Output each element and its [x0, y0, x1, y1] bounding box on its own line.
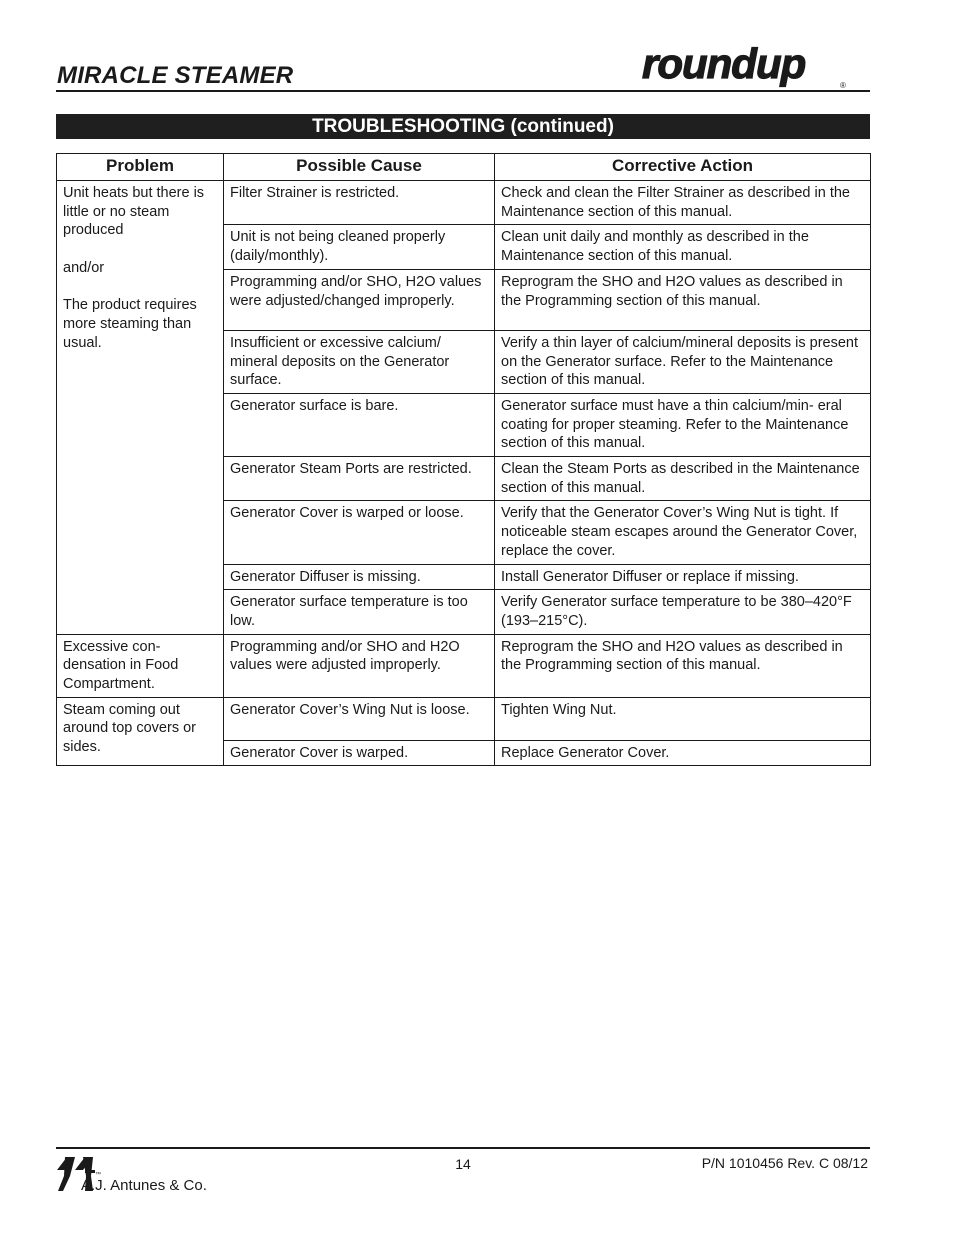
action-cell: Verify Generator surface temperature to be 380–420°F (193–215°C). — [495, 590, 871, 634]
problem-cell: Excessive con- densation in Food Compartment. — [57, 634, 224, 697]
column-header-action: Corrective Action — [495, 154, 871, 181]
page-title: MIRACLE STEAMER — [57, 62, 294, 89]
action-cell: Clean the Steam Ports as described in the Maintenance section of this manual. — [495, 457, 871, 501]
cause-cell: Generator Cover’s Wing Nut is loose. — [224, 697, 495, 740]
cause-cell: Insufficient or excessive calcium/ mineral deposits on the Generator surface. — [224, 330, 495, 393]
column-header-problem: Problem — [57, 154, 224, 181]
action-cell: Verify a thin layer of calcium/mineral deposits is present on the Generator surface. Refer to the Maintenance section of this manual. — [495, 330, 871, 393]
trademark-mark: ™ — [95, 1172, 101, 1178]
problem-cell: Unit heats but there is little or no steam produced and/or The product requires more steaming than usual. — [57, 181, 224, 635]
cause-cell: Programming and/or SHO, H2O values were adjusted/changed improperly. — [224, 269, 495, 330]
roundup-logo — [640, 40, 872, 92]
roundup-logo-text: roundup — [642, 40, 806, 87]
cause-cell: Generator Cover is warped. — [224, 740, 495, 766]
cause-cell: Generator Steam Ports are restricted. — [224, 457, 495, 501]
cause-cell: Generator surface is bare. — [224, 393, 495, 456]
action-cell: Reprogram the SHO and H2O values as described in the Programming section of this manual. — [495, 269, 871, 330]
table-row — [57, 697, 871, 740]
action-cell: Verify that the Generator Cover’s Wing Nut is tight. If noticeable steam escapes around the Generator Cover, replace the cover. — [495, 501, 871, 564]
action-cell: Reprogram the SHO and H2O values as described in the Programming section of this manual. — [495, 634, 871, 697]
company-name: A.J. Antunes & Co. — [81, 1177, 207, 1194]
action-cell: Install Generator Diffuser or replace if missing. — [495, 564, 871, 590]
action-cell: Tighten Wing Nut. — [495, 697, 871, 740]
table-row — [57, 634, 871, 697]
cause-cell: Unit is not being cleaned properly (daily/monthly). — [224, 225, 495, 269]
page-number: 14 — [455, 1156, 471, 1172]
action-cell: Check and clean the Filter Strainer as described in the Maintenance section of this manual. — [495, 181, 871, 225]
action-cell: Clean unit daily and monthly as described in the Maintenance section of this manual. — [495, 225, 871, 269]
cause-cell: Generator Diffuser is missing. — [224, 564, 495, 590]
cause-cell: Filter Strainer is restricted. — [224, 181, 495, 225]
table-header-row — [57, 154, 871, 181]
troubleshooting-table — [56, 153, 871, 766]
cause-cell: Generator surface temperature is too low. — [224, 590, 495, 634]
header-rule — [56, 90, 870, 92]
action-cell: Replace Generator Cover. — [495, 740, 871, 766]
registered-mark: ® — [840, 81, 846, 90]
footer-rule — [56, 1147, 870, 1149]
problem-cell: Steam coming out around top covers or sides. — [57, 697, 224, 766]
column-header-cause: Possible Cause — [224, 154, 495, 181]
part-number: P/N 1010456 Rev. C 08/12 — [701, 1155, 868, 1171]
table-row — [57, 181, 871, 225]
aj-antunes-logo — [55, 1154, 215, 1194]
section-title: TROUBLESHOOTING (continued) — [56, 114, 870, 139]
action-cell: Generator surface must have a thin calcium/min- eral coating for proper steaming. Refer to the Maintenance section of this manual. — [495, 393, 871, 456]
cause-cell: Programming and/or SHO and H2O values were adjusted improperly. — [224, 634, 495, 697]
cause-cell: Generator Cover is warped or loose. — [224, 501, 495, 564]
